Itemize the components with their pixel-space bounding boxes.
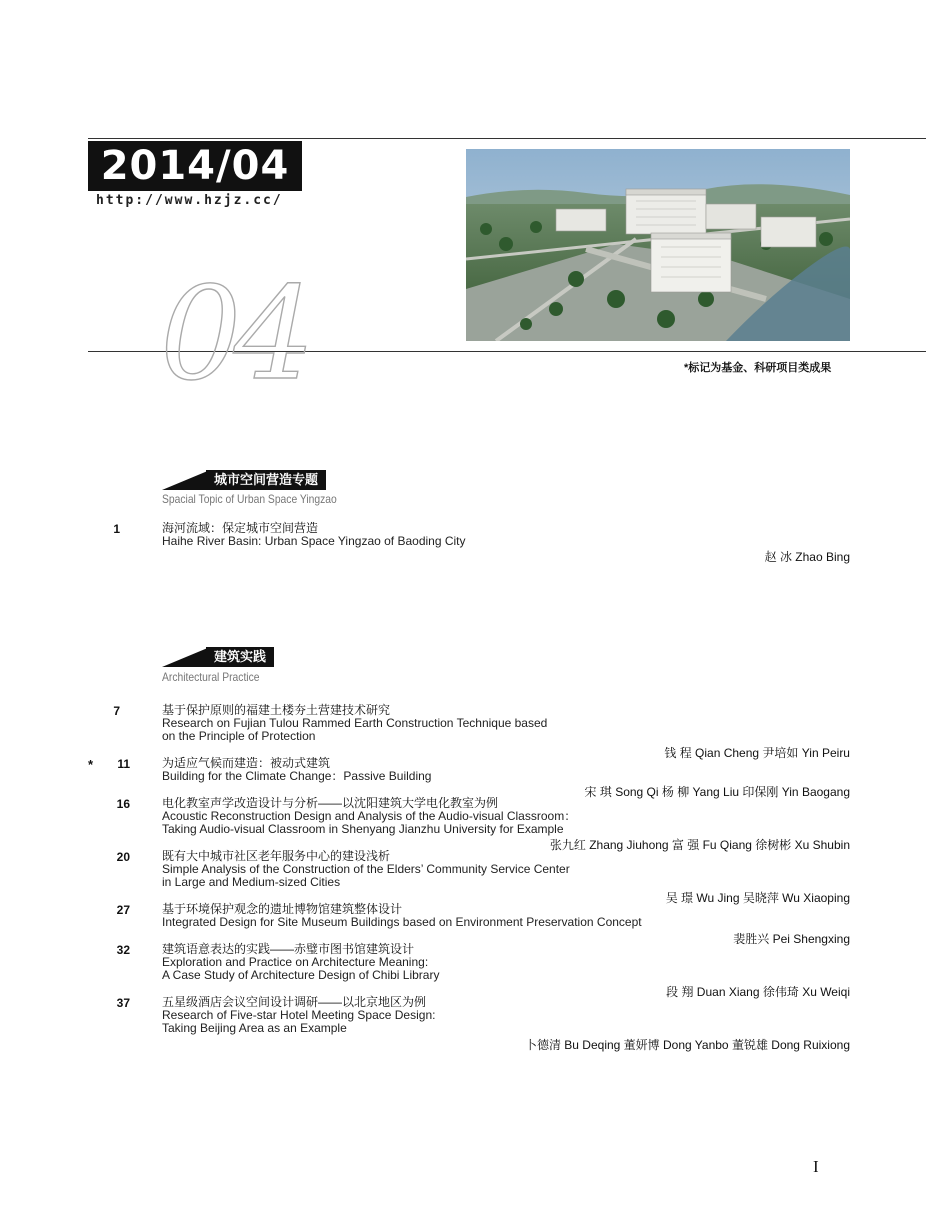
article-title-en[interactable]: Simple Analysis of the Construction of the Elders’ Community Service Center <box>162 862 570 876</box>
section-title-cn: 城市空间营造专题 <box>206 470 326 490</box>
article-title-cn[interactable]: 既有大中城市社区老年服务中心的建设浅析 <box>162 849 391 863</box>
article-title-cn[interactable]: 建筑语意表达的实践——赤璧市图书馆建筑设计 <box>162 942 415 956</box>
cover-photo <box>466 149 850 341</box>
article-page: 32 <box>116 943 130 957</box>
article-title-en[interactable]: Acoustic Reconstruction Design and Analysis of the Audio-visual Classroom： <box>162 809 577 823</box>
article-title-cn[interactable]: 为适应气候而建造：被动式建筑 <box>162 756 331 770</box>
article-title-en[interactable]: on the Principle of Protection <box>162 729 316 743</box>
article-authors: 宋 琪 Song Qi 杨 柳 Yang Liu 印保刚 Yin Baogang <box>584 785 850 799</box>
top-rule <box>88 138 926 139</box>
article-page: 7 <box>113 704 120 718</box>
article-title-en[interactable]: A Case Study of Architecture Design of Chibi Library <box>162 968 440 982</box>
article-page: 11 <box>117 757 130 771</box>
article-title-en[interactable]: Taking Audio-visual Classroom in Shenyang Jianzhu University for Example <box>162 822 564 836</box>
article-authors: 赵 冰 Zhao Bing <box>764 550 850 564</box>
article-page: 20 <box>116 850 130 864</box>
article-title-en[interactable]: Building for the Climate Change：Passive Building <box>162 769 432 783</box>
section-title-en: Spacial Topic of Urban Space Yingzao <box>162 492 337 506</box>
article-page: 1 <box>113 522 120 536</box>
article-title-en[interactable]: in Large and Medium-sized Cities <box>162 875 341 889</box>
article-authors: 吴 璟 Wu Jing 吴晓萍 Wu Xiaoping <box>665 891 850 905</box>
article-authors: 张九红 Zhang Jiuhong 富 强 Fu Qiang 徐树彬 Xu Shubin <box>549 838 850 852</box>
article-title-en[interactable]: Exploration and Practice on Architecture Meaning: <box>162 955 429 969</box>
article-title-cn[interactable]: 基于环境保护观念的遗址博物馆建筑整体设计 <box>162 902 403 916</box>
article-title-cn[interactable]: 电化教室声学改造设计与分析——以沈阳建筑大学电化教室为例 <box>162 796 499 810</box>
section-title-cn: 建筑实践 <box>206 647 274 667</box>
article-page: 16 <box>116 797 130 811</box>
article-title-en[interactable]: Research of Five-star Hotel Meeting Space Design: <box>162 1008 436 1022</box>
article-title-cn[interactable]: 基于保护原则的福建土楼夯土营建技术研究 <box>162 703 391 717</box>
fund-note: *标记为基金、科研项目类成果 <box>684 362 832 374</box>
article-authors: 段 翔 Duan Xiang 徐伟琦 Xu Weiqi <box>666 985 850 999</box>
article-title-cn[interactable]: 五星级酒店会议空间设计调研——以北京地区为例 <box>162 995 427 1009</box>
article-title-en[interactable]: Taking Beijing Area as an Example <box>162 1021 347 1035</box>
article-authors: 钱 程 Qian Cheng 尹培如 Yin Peiru <box>664 746 850 760</box>
article-authors: 裴胜兴 Pei Shengxing <box>733 932 850 946</box>
issue-label: 2014/04 <box>88 141 302 191</box>
article-page: 27 <box>116 903 130 917</box>
article-title-en[interactable]: Haihe River Basin: Urban Space Yingzao of Baoding City <box>162 534 466 548</box>
issue-number-script: 04 <box>160 260 307 409</box>
article-title-en[interactable]: Research on Fujian Tulou Rammed Earth Construction Technique based <box>162 716 548 730</box>
section-title-en: Architectural Practice <box>162 670 260 684</box>
section-triangle-icon <box>162 647 210 667</box>
section-triangle-icon <box>162 470 210 490</box>
article-title-cn[interactable]: 海河流域：保定城市空间营造 <box>162 521 319 535</box>
website-url[interactable]: http://www.hzjz.cc/ <box>96 193 283 208</box>
page-number: I <box>813 1157 819 1176</box>
article-page: 37 <box>116 996 130 1010</box>
fund-star: * <box>88 757 94 772</box>
article-authors: 卜德清 Bu Deqing 董妍博 Dong Yanbo 董锐雄 Dong Ruixiong <box>524 1038 850 1052</box>
article-title-en[interactable]: Integrated Design for Site Museum Buildings based on Environment Preservation Concept <box>162 915 642 929</box>
